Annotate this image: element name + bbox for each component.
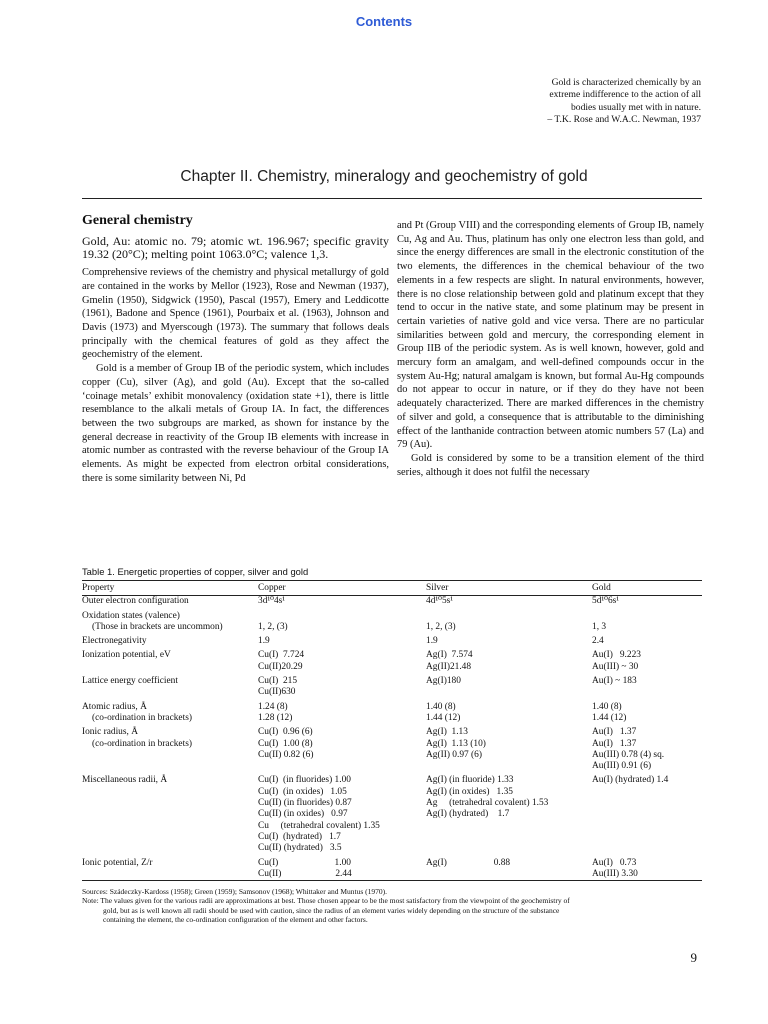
element-summary: Gold, Au: atomic no. 79; atomic wt. 196.967; specific gravity 19.32 (20°C); melting point 1063.0°C; valence 1,3. (82, 234, 389, 261)
cell-gold (592, 611, 702, 634)
cell-line: Cu(II)20.29 (258, 661, 303, 672)
cell-line: 1.40 (8) (426, 701, 456, 712)
cell-gold (592, 775, 702, 854)
cell-line: 1.9 (426, 636, 438, 647)
cell-line: Au(I) ~ 183 (592, 676, 637, 687)
cell-silver (426, 775, 592, 854)
cell-line: (Those in brackets are uncommon) (92, 621, 223, 632)
cell-line: Cu(II) (in fluorides) 0.87 (258, 798, 352, 809)
table-caption: Table 1. Energetic properties of copper, silver and gold (82, 566, 309, 577)
cell-copper (258, 858, 426, 881)
cell-line: Ionization potential, eV (82, 650, 171, 661)
cell-property (82, 858, 258, 881)
cell-line: Cu(I) 1.00 (8) (258, 738, 313, 749)
cell-line: Cu(I) (hydrated) 1.7 (258, 831, 341, 842)
cell-line: Cu(II) 0.82 (6) (258, 749, 314, 760)
cell-line: 1, 2, (3) (426, 621, 456, 632)
cell-line: Au(III) 3.30 (592, 868, 638, 879)
table-row (82, 650, 702, 673)
cell-copper (258, 611, 426, 634)
table-row (82, 596, 702, 607)
cell-copper (258, 636, 426, 647)
cell-property (82, 650, 258, 673)
cell-line: 1, 3 (592, 621, 607, 632)
cell-line: Cu(II) (hydrated) 3.5 (258, 843, 342, 854)
cell-silver (426, 611, 592, 634)
cell-line (592, 611, 702, 622)
chapter-divider (82, 198, 702, 199)
cell-line: Ag(I)180 (426, 676, 461, 687)
cell-line (258, 611, 426, 622)
paragraph: Comprehensive reviews of the chemistry and physical metallurgy of gold are contained in the works by Mellor (1923), Rose and Newman (1937), Gmelin (1950), Sidgwick (1950), Pascal (1957), Emery and Leddicotte (1961), Badone and Spence (1961), Pourbaix et al. (1963), Johnson and Davis (1973) and Myerscough (1973). The summary that follows deals principally with the chemical features of gold as they affect the geochemistry of the element. (82, 267, 389, 361)
cell-copper (258, 676, 426, 699)
cell-line: Oxidation states (valence) (82, 610, 180, 621)
cell-line: 5d¹⁰6s¹ (592, 596, 620, 607)
cell-copper (258, 727, 426, 772)
note-line: gold, but as is well known all radii should be used with caution, since the radius of an element varies widely depending on the structure of the substance (103, 905, 560, 915)
cell-property (82, 636, 258, 647)
cell-silver (426, 650, 592, 673)
contents-link[interactable]: Contents (355, 14, 413, 29)
cell-line: Ionic potential, Z/r (82, 857, 153, 868)
cell-line: Au(I) 9.223 (592, 650, 641, 661)
cell-silver (426, 676, 592, 699)
epigraph-attribution: – T.K. Rose and W.A.C. Newman, 1937 (547, 113, 701, 125)
cell-line: Au(I) 1.37 (592, 727, 637, 738)
cell-line: 1.24 (8) (258, 701, 288, 712)
table-bottom-rule (82, 880, 702, 881)
table-row (82, 611, 702, 634)
header-gold: Gold (592, 583, 611, 593)
sources-line: Sources: Szádeczky-Kardoss (1958); Green (1959); Samsonov (1968); Whittaker and Muntus (1970). (82, 887, 388, 896)
cell-line: (co-ordination in brackets) (92, 712, 192, 723)
cell-silver (426, 727, 592, 772)
cell-line: (co-ordination in brackets) (92, 738, 192, 749)
table-row (82, 727, 702, 772)
cell-line: Ag(II)21.48 (426, 661, 472, 672)
note-line: containing the element, the co-ordination configuration of the element and other factors. (103, 914, 368, 924)
table-row (82, 636, 702, 647)
cell-line: Cu(II)630 (258, 687, 296, 698)
cell-line: Atomic radius, Å (82, 701, 147, 712)
cell-line: Au(III) 0.91 (6) (592, 761, 652, 772)
cell-gold (592, 650, 702, 673)
cell-line: Cu(I) 0.96 (6) (258, 727, 313, 738)
table-header-row (82, 581, 702, 595)
cell-line: 1, 2, (3) (258, 621, 288, 632)
cell-line: Au(I) 0.73 (592, 857, 637, 868)
cell-line: Ag(I) 7.574 (426, 650, 473, 661)
table-body (82, 596, 702, 880)
cell-property (82, 727, 258, 772)
cell-line: 1.44 (12) (592, 712, 627, 723)
page-number: 9 (690, 950, 697, 965)
cell-gold (592, 636, 702, 647)
cell-copper (258, 775, 426, 854)
cell-line: Cu(I) (in oxides) 1.05 (258, 786, 347, 797)
cell-line: Ag(I) 1.13 (10) (426, 738, 486, 749)
table-row (82, 858, 702, 881)
cell-gold (592, 702, 702, 725)
cell-property (82, 702, 258, 725)
cell-line: Au(I) (hydrated) 1.4 (592, 775, 669, 786)
cell-line: Au(III) 0.78 (4) sq. (592, 749, 665, 760)
cell-line: 1.28 (12) (258, 712, 293, 723)
cell-copper (258, 702, 426, 725)
cell-line: Ag(I) 1.13 (426, 727, 468, 738)
properties-table (82, 580, 702, 881)
cell-line: Au(III) ~ 30 (592, 661, 639, 672)
cell-line: Ag(II) 0.97 (6) (426, 749, 482, 760)
table-row (82, 676, 702, 699)
header-silver: Silver (426, 583, 449, 593)
cell-gold (592, 727, 702, 772)
cell-line: Miscellaneous radii, Å (82, 775, 168, 786)
cell-gold (592, 858, 702, 881)
cell-line: Outer electron configuration (82, 596, 189, 607)
cell-copper (258, 596, 426, 607)
cell-property (82, 775, 258, 854)
cell-silver (426, 702, 592, 725)
cell-line: Electronegativity (82, 636, 147, 647)
chapter-title: Chapter II. Chemistry, mineralogy and geochemistry of gold (180, 168, 588, 185)
epigraph-line: extreme indifference to the action of all (549, 89, 701, 101)
right-column (397, 219, 704, 479)
cell-line: Cu(I) 7.724 (258, 650, 305, 661)
header-property: Property (82, 583, 115, 593)
cell-silver (426, 858, 592, 881)
cell-line: Cu(I) 1.00 (258, 857, 351, 868)
cell-line: Cu(II) 2.44 (258, 868, 352, 879)
cell-line: Ag (tetrahedral covalent) 1.53 (426, 798, 549, 809)
cell-line: 1.44 (12) (426, 712, 461, 723)
cell-property (82, 676, 258, 699)
cell-line: Ag(I) (hydrated) 1.7 (426, 809, 510, 820)
cell-property (82, 611, 258, 634)
table-notes (82, 887, 702, 924)
cell-line: Cu(II) (in oxides) 0.97 (258, 809, 348, 820)
cell-gold (592, 676, 702, 699)
cell-copper (258, 650, 426, 673)
cell-line: Ionic radius, Å (82, 727, 138, 738)
cell-line: Au(I) 1.37 (592, 738, 637, 749)
epigraph (441, 77, 701, 126)
cell-line: Cu (tetrahedral covalent) 1.35 (258, 820, 380, 831)
cell-line: 4d¹⁰5s¹ (426, 596, 454, 607)
cell-gold (592, 596, 702, 607)
cell-line: 1.40 (8) (592, 701, 622, 712)
cell-silver (426, 636, 592, 647)
cell-line (426, 611, 592, 622)
note-line: Note: The values given for the various radii are approximations at best. Those chosen appear to be the most satisfactory from the viewpoint of the geochemistry of (82, 896, 570, 906)
paragraph: Gold is considered by some to be a transition element of the third series, although it does not fulfil the necessary (397, 452, 704, 478)
cell-line: Ag(I) (in fluoride) 1.33 (426, 775, 514, 786)
table-row (82, 775, 702, 854)
cell-line: 3d¹⁰4s¹ (258, 596, 286, 607)
cell-line: 1.9 (258, 636, 270, 647)
cell-line: Cu(I) (in fluorides) 1.00 (258, 775, 351, 786)
cell-line: 2.4 (592, 636, 604, 647)
section-heading: General chemistry (82, 213, 193, 228)
cell-property (82, 596, 258, 607)
cell-line: Ag(I) (in oxides) 1.35 (426, 786, 513, 797)
table-row (82, 702, 702, 725)
cell-silver (426, 596, 592, 607)
cell-line: Cu(I) 215 (258, 676, 298, 687)
cell-line: Ag(I) 0.88 (426, 857, 511, 868)
cell-line: Lattice energy coefficient (82, 676, 178, 687)
header-copper: Copper (258, 583, 286, 593)
paragraph: and Pt (Group VIII) and the corresponding elements of Group IB, namely Cu, Ag and Au. Thus, platinum has only one electron less than gold, and since the energy differences are small in the electronic constitution of the two elements, the differences in the chemical behaviour of the two elements in a few respects are slight. In natural environments, however, there is no close relationship between gold and platinum except that they tend to occur in the native state, and some platinum may be present in certain varieties of native gold and vice versa. There are no particular similarities between gold and mercury, the corresponding element in Group IIB of the periodic system. As is well known, however, gold and mercury form an amalgam, and well-defined compounds occur in the system Au-Hg; natural amalgam is known, but formal Au-Hg compounds do not appear to occur in nature, or if they do they have not been adequately characterized. There are marked differences in the chemistry of silver and gold, a consequence that is attributable to the diminishing effect of the lanthanide contraction between atomic numbers 57 (La) and 79 (Au). (397, 220, 704, 451)
left-column (82, 212, 389, 485)
epigraph-line: Gold is characterized chemically by an (551, 77, 701, 88)
epigraph-line: bodies usually met with in nature. (570, 101, 701, 113)
paragraph: Gold is a member of Group IB of the periodic system, which includes copper (Cu), silver (Ag), and gold (Au). Except that the so-called ‘coinage metals’ exhibit monovalency (oxidation state +1), there is little resemblance to the alkali metals of Group IA. In fact, the differences between the two subgroups are marked, as shown for instance by the general decrease in reactivity of the Group IB elements with increase in atomic number as contrasted with the reverse behaviour of the Group IA elements. As might be expected from electron orbital considerations, there is some similarity between Ni, Pd (82, 363, 389, 484)
